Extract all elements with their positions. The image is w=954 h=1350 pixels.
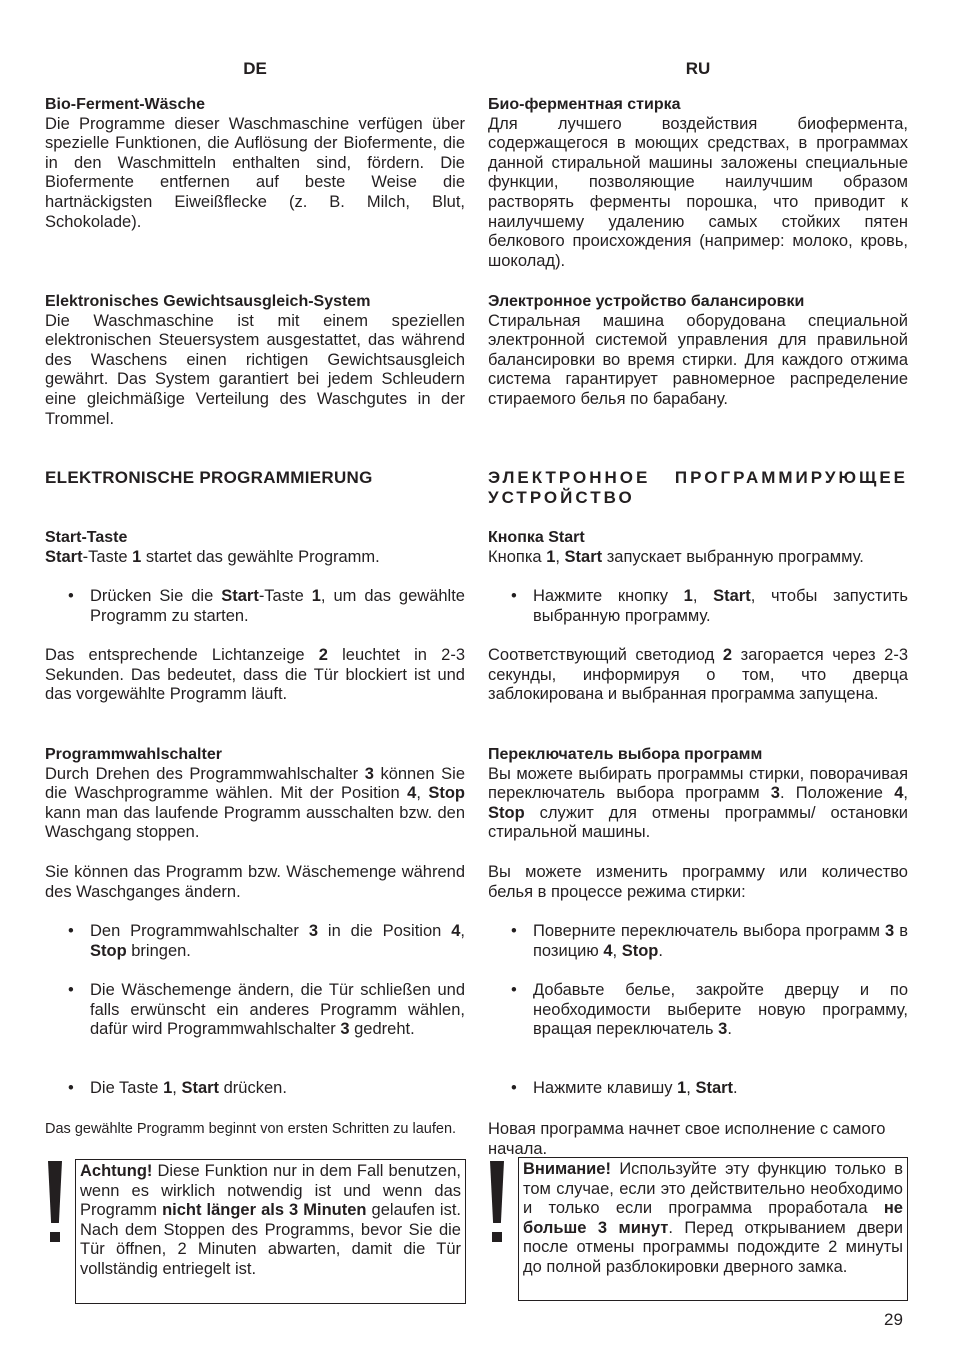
text-fragment: startet das gewählte Programm.: [141, 547, 380, 566]
ru-start-title: Кнопка Start: [488, 529, 585, 546]
bullet-dot: •: [68, 1079, 74, 1097]
selector-number: 3: [770, 784, 780, 803]
de-selector-section: [45, 745, 465, 843]
de-bio-section: [45, 95, 465, 232]
ru-bio-section: [488, 95, 908, 271]
led-number: 2: [318, 646, 328, 664]
ru-balance-section: [488, 292, 908, 410]
de-bullet-1: [68, 922, 465, 961]
ru-bio-text: Для лучшего воздействия биофермента, содержащегося в моющих средствах, в программах данной стиральной машины заложены специальные функции, позволяющие наилучшим образом растворять ферменты порошка, что приводит к наилучшему удалению самых стойких пятен белкового происхождения (например: молоко, кровь, шоколад).: [488, 114, 908, 270]
text-fragment: -Taste: [82, 547, 133, 566]
text-fragment: gelaufen ist. Nach dem Stoppen des Programms, bevor Sie die Tür öffnen, 2 Minuten abwarten, damit die Tür vollständig entriegelt ist.: [80, 1201, 461, 1278]
text-fragment: Den Programmwahlschalter: [90, 922, 309, 940]
bullet-dot: •: [511, 587, 517, 605]
text-fragment: bringen.: [126, 941, 191, 960]
ru-balance-title: Электронное устройство балансировки: [488, 293, 805, 310]
text-fragment: Соответствующий светодиод: [488, 646, 723, 664]
warning-label: Achtung!: [80, 1162, 153, 1180]
de-start-title: Start-Taste: [45, 529, 128, 546]
start-key-label: Start: [221, 587, 259, 605]
position-number: 4: [603, 941, 613, 960]
position-number: 4: [407, 784, 417, 803]
stop-label: Stop: [90, 941, 127, 960]
text-fragment: загорается через 2-3 секунды, информируя о том, что дверца заблокирована и выбранная программа запущена.: [488, 646, 908, 704]
text-fragment: kann man das laufende Programm ausschalten bzw. den Waschgang stoppen.: [45, 803, 465, 842]
text-fragment: ,: [460, 922, 465, 940]
de-selector-title: Programmwahlschalter: [45, 746, 222, 763]
text-fragment: Нажмите кнопку: [533, 587, 684, 605]
text-fragment: , чтобы запустить выбранную программу.: [533, 587, 908, 625]
bullet-dot: •: [511, 922, 517, 940]
ru-bullet-2: [511, 981, 908, 1040]
text-fragment: .: [733, 1079, 738, 1097]
ru-selector-title: Переключатель выбора программ: [488, 746, 763, 763]
text-fragment: Нажмите клавишу: [533, 1079, 678, 1097]
text-fragment: -Taste: [258, 587, 312, 605]
text-fragment: Die Wäschemenge ändern, die Tür schließen und falls erwünscht ein anderes Programm wählen, dafür wird Programmwahlschalter: [90, 981, 465, 1039]
de-bullet-3: [68, 1079, 465, 1099]
position-number: 4: [894, 784, 904, 803]
key-number: 1: [311, 587, 321, 605]
warning-label: Внимание!: [523, 1160, 611, 1178]
ru-restart-text: Новая программа начнет свое исполнение с самого начала.: [488, 1120, 886, 1158]
de-warning-box: [75, 1159, 466, 1304]
de-section-title: ELEKTRONISCHE PROGRAMMIERUNG: [45, 468, 373, 487]
text-fragment: leuchtet in 2-3 Sekunden. Das bedeutet, dass die Tür blockiert ist und das vorgewählte Programm läuft.: [45, 646, 465, 704]
key-number: 1: [677, 1079, 687, 1097]
ru-bio-title: Био-ферментная стирка: [488, 96, 681, 113]
ru-start-bullet: [511, 587, 908, 626]
text-fragment: в позицию: [533, 922, 909, 960]
de-bio-text: Die Programme dieser Waschmaschine verfügen über spezielle Funktionen, die Auflösung der Biofermente, die in den Waschmitteln enthalten sind, fördern. Die Biofermente entfernen auf beste Weise die hartnäckigsten Eiweißflecke (z. B. Milch, Blut, Schokolade).: [45, 114, 465, 231]
warning-emphasis: не больше 3 минут: [523, 1199, 903, 1237]
stop-label: Stop: [621, 941, 659, 960]
ru-start-section: [488, 528, 908, 567]
key-number: 1: [683, 587, 693, 605]
text-fragment: Das entsprechende Lichtanzeige: [45, 646, 319, 664]
bullet-dot: •: [68, 981, 74, 999]
text-fragment: ,: [555, 547, 565, 566]
warning-emphasis: nicht länger als 3 Minuten: [162, 1201, 367, 1220]
led-number: 2: [722, 646, 733, 664]
stop-label: Stop: [428, 784, 465, 803]
text-fragment: .: [658, 941, 663, 960]
text-fragment: Drücken Sie die: [90, 587, 222, 605]
text-fragment: Добавьте белье, закройте дверцу и по необходимости выберите новую программу, вращая переключатель: [533, 981, 908, 1039]
text-fragment: запускает выбранную программу.: [602, 547, 864, 566]
text-fragment: ,: [612, 941, 622, 960]
selector-number: 3: [364, 764, 374, 783]
text-fragment: Вы можете выбирать программы стирки, поворачивая переключатель выбора программ: [488, 764, 908, 803]
selector-number: 3: [308, 922, 318, 940]
ru-bullet-1: [511, 922, 909, 961]
de-change-text: Sie können das Programm bzw. Wäschemenge während des Waschganges ändern.: [45, 863, 465, 901]
text-fragment: ,: [903, 784, 908, 803]
text-fragment: können Sie die Waschprogramme wählen. Mit der Position: [45, 764, 465, 803]
selector-number: 3: [718, 1020, 728, 1039]
bullet-dot: •: [511, 1079, 517, 1097]
bullet-dot: •: [68, 922, 74, 940]
text-fragment: ,: [172, 1079, 182, 1097]
ru-section-title: ЭЛЕКТРОННОЕ ПРОГРАММИРУЮЩЕЕ УСТРОЙСТВО: [488, 468, 908, 507]
de-balance-title: Elektronisches Gewichtsausgleich-System: [45, 293, 371, 310]
text-fragment: Кнопка: [488, 547, 547, 566]
text-fragment: , um das gewählte Programm zu starten.: [90, 587, 465, 625]
text-fragment: ,: [686, 1079, 696, 1097]
text-fragment: .: [727, 1020, 732, 1039]
selector-number: 3: [340, 1020, 350, 1039]
ru-bullet-3: [511, 1079, 908, 1099]
ru-warning-box: [518, 1157, 908, 1301]
page-number: 29: [884, 1310, 903, 1329]
ru-led-text: [488, 646, 908, 705]
de-start-section: [45, 528, 465, 567]
text-fragment: Diese Funktion nur in dem Fall benutzen, wenn es wirklich notwendig ist und wenn das Programm: [80, 1162, 461, 1220]
text-fragment: in die Position: [318, 922, 452, 940]
text-fragment: Поверните переключатель выбора программ: [533, 922, 886, 940]
de-language-heading: DE: [243, 59, 267, 78]
de-bio-title: Bio-Ferment-Wäsche: [45, 96, 206, 113]
de-balance-section: [45, 292, 465, 429]
start-key-label: Start: [181, 1079, 220, 1097]
ru-selector-section: [488, 745, 908, 843]
text-fragment: служит для отмены программы/ остановки стиральной машины.: [488, 803, 908, 842]
text-fragment: . Положение: [779, 784, 895, 803]
de-restart-text: Das gewählte Programm beginnt von ersten Schritten zu laufen.: [45, 1121, 457, 1137]
bullet-dot: •: [511, 981, 517, 999]
text-fragment: Используйте эту функцию только в том случае, если это действительно необходимо и только если программа проработала: [523, 1160, 903, 1218]
position-number: 4: [451, 922, 461, 940]
de-start-bullet: [68, 587, 465, 626]
ru-change-text: Вы можете изменить программу или количество белья в процессе режима стирки:: [488, 863, 908, 901]
start-key-label: Start: [713, 587, 751, 605]
de-balance-text: Die Waschmaschine ist mit einem speziellen elektronischen Steuersystem ausgestattet, das während des Waschens einen richtigen Gewichtsausgleich gewährt. Das System garantiert bei jedem Schleudern eine gleichmäßige Verteilung des Waschgutes in der Trommel.: [45, 311, 465, 428]
text-fragment: Die Taste: [90, 1079, 164, 1097]
text-fragment: ,: [692, 587, 714, 605]
key-number: 1: [546, 547, 556, 566]
text-fragment: drücken.: [219, 1079, 287, 1097]
text-fragment: ,: [416, 784, 429, 803]
de-bullet-2: [68, 981, 465, 1040]
ru-balance-text: Стиральная машина оборудована специальной электронной системой управления для правильной балансировки во время стирки. Для каждого отжима система гарантирует равномерное распределение стираемого белья по барабану.: [488, 311, 908, 408]
text-fragment: gedreht.: [349, 1020, 415, 1039]
stop-label: Stop: [488, 803, 525, 822]
key-number: 1: [132, 547, 142, 566]
key-number: 1: [163, 1079, 173, 1097]
start-key-label: Start: [695, 1079, 734, 1097]
text-fragment: . Перед открыванием двери после отмены программы подождите 2 минуты до полной разблокировки дверного замка.: [523, 1218, 903, 1276]
selector-number: 3: [885, 922, 895, 940]
start-key-label: Start: [564, 547, 603, 566]
start-key-label: Start: [45, 547, 83, 566]
de-led-text: [45, 646, 465, 705]
ru-language-heading: RU: [685, 59, 711, 78]
text-fragment: Durch Drehen des Programmwahlschalter: [45, 764, 365, 783]
bullet-dot: •: [68, 587, 74, 605]
